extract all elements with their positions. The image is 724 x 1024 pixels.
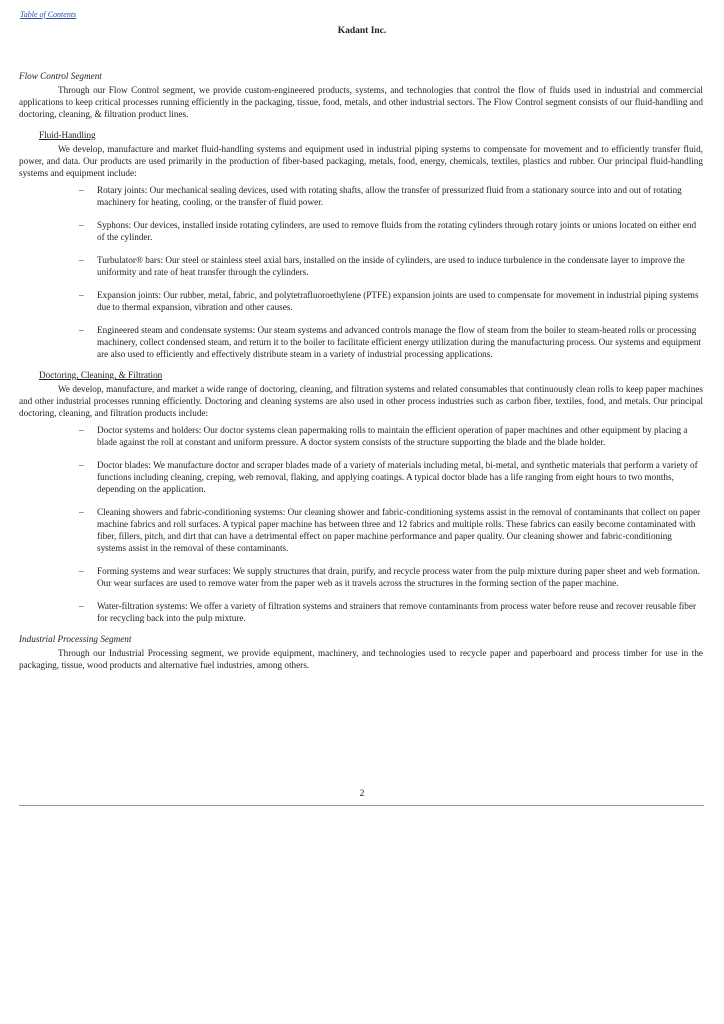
footer-divider xyxy=(19,805,704,806)
flow-control-title: Flow Control Segment xyxy=(19,71,102,81)
page-number: 2 xyxy=(359,789,365,799)
doctoring-intro: We develop, manufacture, and market a wide range of doctoring, cleaning, and filtration systems and related consumables that continuously clean rolls to keep paper machines and other industrial processes running efficiently. Doctoring and cleaning systems are also used in other process industries such as carbon fiber, textiles, food, and metals. Our principal doctoring, cleaning, and filtration products include: xyxy=(19,384,703,418)
dash-bullet: – xyxy=(79,290,84,300)
fluid-handling-intro: We develop, manufacture and market fluid-handling systems and equipment used in industrial piping systems to compensate for movement and to efficiently transfer fluid, power, and data. Our products are used primarily in the production of fiber-based packaging, metals, food, energy, chemicals, textiles, plastics and rubber. Our principal fluid-handling systems and equipment include: xyxy=(19,144,703,178)
list-item-text: Turbulator® bars: Our steel or stainless steel axial bars, installed on the inside of cylinders, are used to induce turbulence in the condensate layer to improve the uniformity and rate of heat transfer through the cylinders. xyxy=(97,255,685,277)
dash-bullet: – xyxy=(79,460,84,470)
dash-bullet: – xyxy=(79,220,84,230)
dash-bullet: – xyxy=(79,255,84,265)
doctoring-title: Doctoring, Cleaning, & Filtration xyxy=(39,370,163,380)
list-item-text: Water-filtration systems: We offer a variety of filtration systems and strainers that remove contaminants from process water before reuse and recover reusable fiber for recycling back into the pulp mixture. xyxy=(97,601,697,623)
list-item-text: Syphons: Our devices, installed inside rotating cylinders, are used to remove fluids from the rotating cylinders through rotary joints or unions located on either end of the cylinder. xyxy=(97,220,697,242)
fluid-handling-title: Fluid-Handling xyxy=(39,130,96,140)
list-item-text: Doctor systems and holders: Our doctor systems clean papermaking rolls to maintain the efficient operation of paper machines and other equipment by placing a blade against the roll at constant and uniform pressure. A doctor system consists of the structure supporting the blade and the blade holder. xyxy=(97,425,688,447)
list-item xyxy=(19,506,703,554)
fluid-handling-list xyxy=(19,184,703,360)
list-item xyxy=(19,289,703,313)
list-item-text: Forming systems and wear surfaces: We supply structures that drain, purify, and recycle process water from the pulp mixture during paper sheet and web formation. Our wear surfaces are used to remove water from the paper web as it travels across the structures in the forming section of the paper machine. xyxy=(97,566,700,588)
list-item xyxy=(19,254,703,278)
list-item xyxy=(19,565,703,589)
list-item xyxy=(19,324,703,360)
dash-bullet: – xyxy=(79,566,84,576)
list-item xyxy=(19,459,703,495)
list-item xyxy=(19,424,703,448)
industrial-processing-title: Industrial Processing Segment xyxy=(19,634,132,644)
list-item-text: Engineered steam and condensate systems: Our steam systems and advanced controls manage the flow of steam from the boiler to steam-heated rolls or processing machinery, collect condensed steam, and return it to the boiler to facilitate efficient energy utilization during the manufacturing process. Our systems and equipment are also used to efficiently and effectively distribute steam in a variety of industrial processing applications. xyxy=(97,325,701,359)
dash-bullet: – xyxy=(79,425,84,435)
list-item-text: Rotary joints: Our mechanical sealing devices, used with rotating shafts, allow the transfer of pressurized fluid from a stationary source into and out of rotating machinery for heating, cooling, or the transfer of fluid power. xyxy=(97,185,682,207)
flow-control-intro: Through our Flow Control segment, we provide custom-engineered products, systems, and technologies that control the flow of fluids used in industrial and commercial applications to keep critical processes running efficiently in the packaging, tissue, food, metals, and other industrial sectors. The Flow Control segment consists of our fluid-handling and doctoring, cleaning, & filtration product lines. xyxy=(19,85,703,119)
page-content xyxy=(19,70,703,671)
table-of-contents-link[interactable]: Table of Contents xyxy=(20,10,77,19)
list-item-text: Doctor blades: We manufacture doctor and scraper blades made of a variety of materials including metal, bi-metal, and synthetic materials that perform a variety of functions including cleaning, creping, web removal, flaking, and applying coatings. A typical doctor blade has a life ranging from eight hours to two months, depending on the application. xyxy=(97,460,698,494)
dash-bullet: – xyxy=(79,601,84,611)
industrial-processing-intro: Through our Industrial Processing segment, we provide equipment, machinery, and technologies used to recycle paper and paperboard and process timber for use in the packaging, tissue, wood products and alternative fuel industries, among others. xyxy=(19,648,703,670)
list-item xyxy=(19,219,703,243)
dash-bullet: – xyxy=(79,325,84,335)
list-item xyxy=(19,184,703,208)
doctoring-list xyxy=(19,424,703,624)
list-item-text: Expansion joints: Our rubber, metal, fabric, and polytetrafluoroethylene (PTFE) expansion joints are used to compensate for movement in industrial piping systems due to thermal expansion, vibration and other causes. xyxy=(97,290,699,312)
list-item-text: Cleaning showers and fabric-conditioning systems: Our cleaning shower and fabric-conditioning systems assist in the removal of contaminants that collect on paper machine fabrics and roll surfaces. A typical paper machine has between three and 12 fabrics and multiple rolls. These fabrics can easily become contaminated with fiber, fillers, pitch, and dirt that can have a detrimental effect on paper machine performance and paper quality. Our cleaning shower and fabric-conditioning systems assist in the removal of these contaminants. xyxy=(97,507,701,553)
dash-bullet: – xyxy=(79,185,84,195)
dash-bullet: – xyxy=(79,507,84,517)
company-name: Kadant Inc. xyxy=(337,26,387,36)
list-item xyxy=(19,600,703,624)
